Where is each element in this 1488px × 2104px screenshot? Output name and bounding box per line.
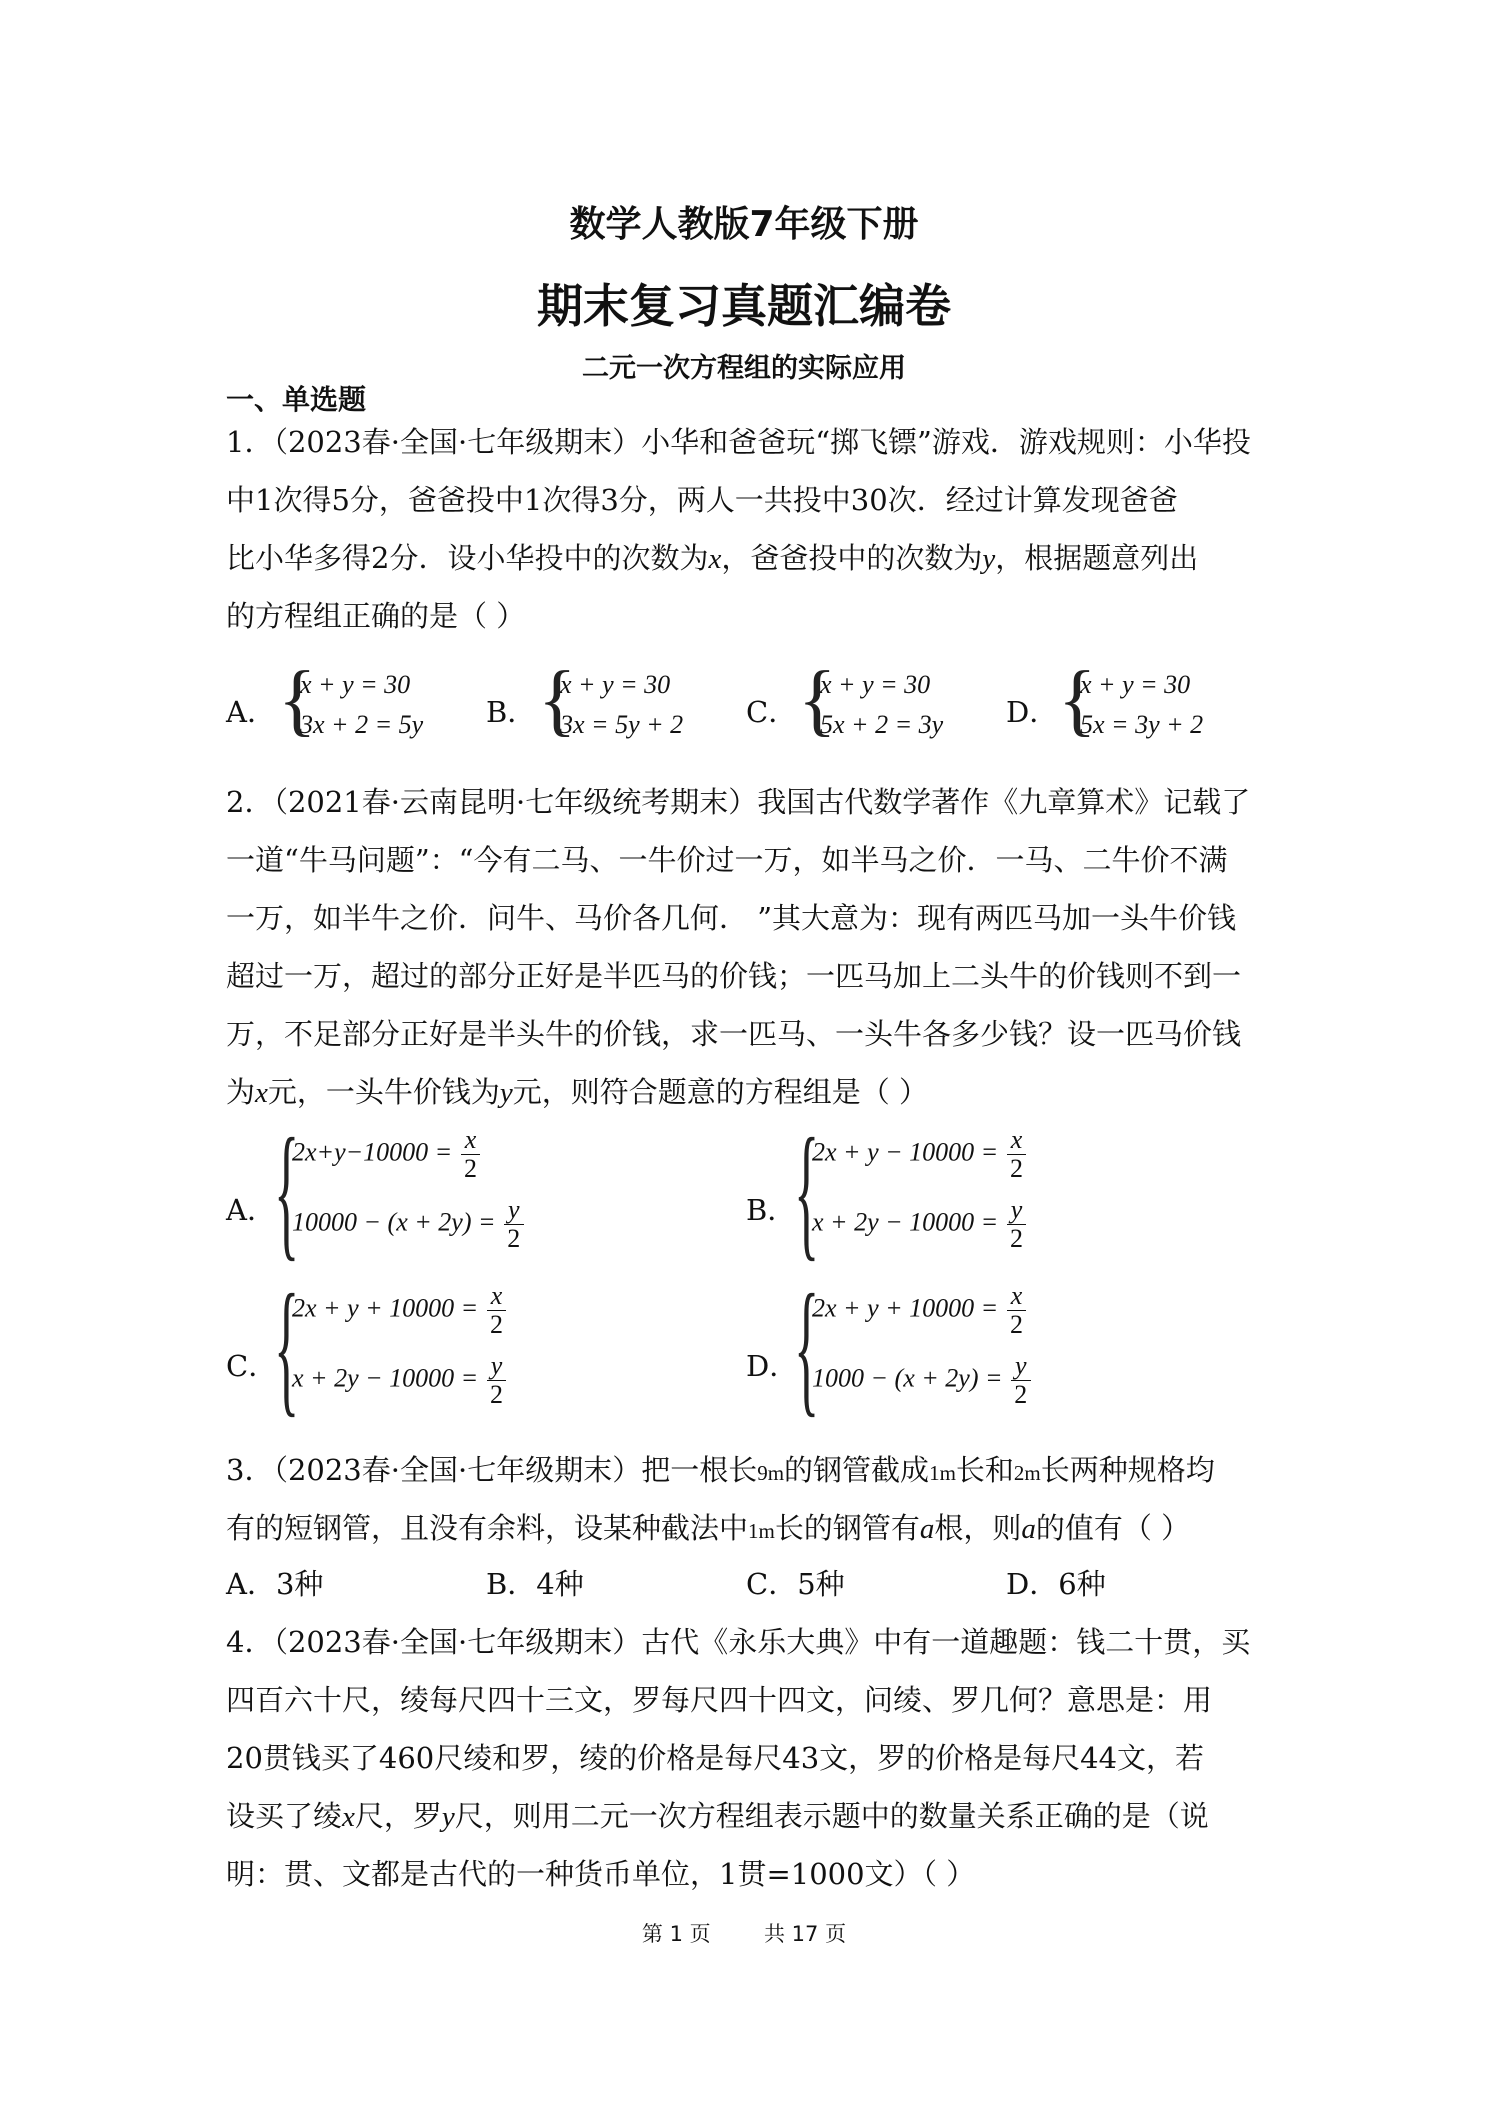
q1-line-2: 中1次得5分，爸爸投中1次得3分，两人一共投中30次．经过计算发现爸爸 — [226, 483, 1178, 517]
q3-line-2 — [226, 1506, 1190, 1547]
eq-2: 5x = 3y + 2 — [1080, 710, 1204, 739]
q1-var-y: y — [982, 543, 996, 575]
q4-line-4 — [226, 1794, 1209, 1835]
q3-text: 的值有（ ） — [1035, 1511, 1191, 1545]
brace-icon: { — [794, 1108, 820, 1274]
eq-2: 5x + 2 = 3y — [820, 710, 944, 739]
option-label: A． — [226, 1193, 276, 1227]
q3-option-b[interactable]: B．4种 — [486, 1567, 584, 1601]
page-total: 共 17 页 — [764, 1922, 847, 1946]
q3-text: 3．（2023春·全国·七年级期末）把一根长 — [226, 1453, 758, 1487]
page-number: 第 1 页 — [641, 1922, 711, 1946]
q4-line-1: 4．（2023春·全国·七年级期末）古代《永乐大典》中有一道趣题：钱二十贯，买 — [226, 1625, 1251, 1659]
q3-text: 长的钢管有 — [774, 1511, 920, 1545]
eq-1: 2x+y−10000 = $\frac{x}{2}$ — [292, 1126, 480, 1183]
q1-line-3-c: ，根据题意列出 — [995, 541, 1199, 575]
q3-option-d[interactable]: D．6种 — [1006, 1567, 1106, 1601]
q3-option-a[interactable]: A．3种 — [226, 1567, 324, 1601]
q4-line-2: 四百六十尺，绫每尺四十三文，罗每尺四十四文，问绫、罗几何？意思是：用 — [226, 1683, 1213, 1717]
brace-icon: { — [1058, 656, 1097, 744]
q3-length-1m: 1m — [929, 1461, 956, 1485]
option-label: B． — [486, 695, 537, 729]
brace-icon: { — [278, 656, 317, 744]
eq-1: x + y = 30 — [1080, 670, 1191, 699]
q2-line-6-c: 元，则符合题意的方程组是（ ） — [512, 1075, 929, 1109]
q4-var-x: x — [342, 1801, 355, 1833]
q1-line-4: 的方程组正确的是（ ） — [226, 599, 526, 633]
eq-1: x + y = 30 — [300, 670, 411, 699]
option-label: C． — [746, 695, 798, 729]
q2-line-1: 2．（2021春·云南昆明·七年级统考期末）我国古代数学著作《九章算术》记载了 — [226, 785, 1251, 819]
q2-line-3: 一万，如半牛之价．问牛、马价各几何． ”其大意为：现有两匹马加一头牛价钱 — [226, 901, 1237, 935]
option-label: D． — [746, 1349, 799, 1383]
eq-2: 10000 − (x + 2y) = $\frac{y}{2}$ — [292, 1196, 524, 1253]
brace-icon: { — [274, 1264, 300, 1430]
eq-1: 2x + y + 10000 = $\frac{x}{2}$ — [812, 1282, 1026, 1339]
q1-line-3-b: ，爸爸投中的次数为 — [721, 541, 983, 575]
q4-line-4-a: 设买了绫 — [226, 1799, 343, 1833]
q3-text: 的钢管截成 — [784, 1453, 930, 1487]
eq-2: 3x = 5y + 2 — [560, 710, 684, 739]
eq-1: 2x + y − 10000 = $\frac{x}{2}$ — [812, 1126, 1026, 1183]
q3-var-a: a — [919, 1513, 935, 1545]
eq-2: 3x + 2 = 5y — [300, 710, 424, 739]
q1-line-3-a: 比小华多得2分．设小华投中的次数为 — [226, 541, 709, 575]
option-label: B． — [746, 1193, 797, 1227]
eq-1: x + y = 30 — [820, 670, 931, 699]
brace-icon: { — [538, 656, 577, 744]
q3-text: 长和 — [955, 1453, 1014, 1487]
q2-line-6-a: 为 — [226, 1075, 256, 1109]
q4-line-4-c: 尺，则用二元一次方程组表示题中的数量关系正确的是（说 — [454, 1799, 1209, 1833]
q2-line-4: 超过一万，超过的部分正好是半匹马的价钱；一匹马加上二头牛的价钱则不到一 — [226, 959, 1242, 993]
q1-var-x: x — [708, 543, 722, 575]
q1-line-1: 1．（2023春·全国·七年级期末）小华和爸爸玩“掷飞镖”游戏．游戏规则：小华投 — [226, 425, 1251, 459]
option-label: A． — [226, 695, 276, 729]
q3-option-c[interactable]: C．5种 — [746, 1567, 845, 1601]
q2-var-x: x — [255, 1077, 268, 1109]
eq-1: 2x + y + 10000 = $\frac{x}{2}$ — [292, 1282, 506, 1339]
section-heading: 一、单选题 — [226, 383, 367, 416]
topic-subtitle: 二元一次方程组的实际应用 — [582, 353, 906, 384]
brace-icon: { — [798, 656, 837, 744]
q2-line-2: 一道“牛马问题”：“今有二马、一牛价过一万，如半马之价．一马、二牛价不满 — [226, 843, 1228, 877]
exam-title: 期末复习真题汇编卷 — [537, 279, 951, 333]
q2-line-6-b: 元，一头牛价钱为 — [267, 1075, 500, 1109]
eq-1: x + y = 30 — [560, 670, 671, 699]
q2-var-y: y — [499, 1077, 513, 1109]
q2-line-5: 万，不足部分正好是半头牛的价钱，求一匹马、一头牛各多少钱？设一匹马价钱 — [226, 1017, 1242, 1051]
q3-line-1 — [226, 1448, 1215, 1489]
q2-line-6 — [226, 1070, 928, 1111]
eq-2: x + 2y − 10000 = $\frac{y}{2}$ — [812, 1196, 1026, 1253]
q3-length-2m: 2m — [1013, 1461, 1041, 1485]
q4-line-5: 明：贯、文都是古代的一种货币单位，1贯=1000文）（ ） — [226, 1857, 976, 1891]
brace-icon: { — [794, 1264, 820, 1430]
q3-length: 9m — [757, 1461, 785, 1485]
q3-text: 有的短钢管，且没有余料，设某种截法中 — [226, 1511, 749, 1545]
eq-2: 1000 − (x + 2y) = $\frac{y}{2}$ — [812, 1352, 1031, 1409]
page-footer — [0, 1918, 1488, 1948]
option-label: C． — [226, 1349, 278, 1383]
q3-text: 根，则 — [934, 1511, 1022, 1545]
document-title: 数学人教版7年级下册 — [569, 204, 919, 245]
eq-2: x + 2y − 10000 = $\frac{y}{2}$ — [292, 1352, 506, 1409]
q3-text: 长两种规格均 — [1040, 1453, 1215, 1487]
brace-icon: { — [274, 1108, 300, 1274]
q3-length-1m: 1m — [748, 1519, 775, 1543]
q3-var-a: a — [1021, 1513, 1036, 1545]
q4-line-3: 20贯钱买了460尺绫和罗，绫的价格是每尺43文，罗的价格是每尺44文，若 — [226, 1741, 1205, 1775]
option-label: D． — [1006, 695, 1059, 729]
q1-line-3 — [226, 536, 1198, 577]
q4-line-4-b: 尺，罗 — [354, 1799, 442, 1833]
q4-var-y: y — [441, 1801, 455, 1833]
